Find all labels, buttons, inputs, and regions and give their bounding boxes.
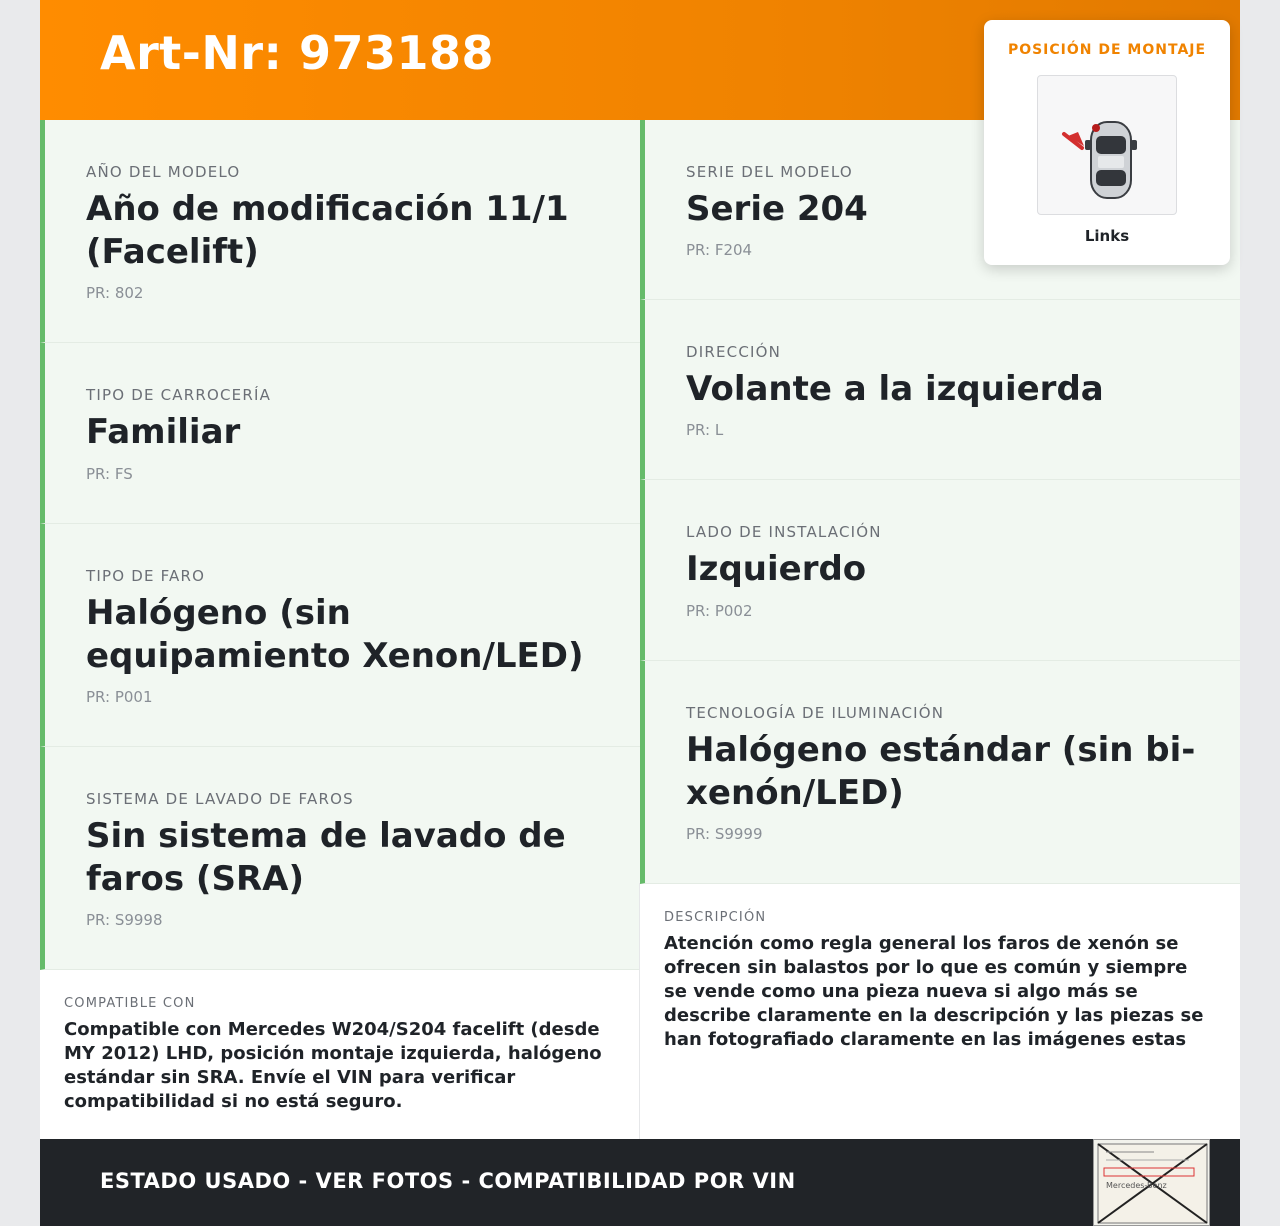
mounting-position-caption: Links — [1084, 227, 1130, 245]
mounting-position-card — [984, 20, 1230, 265]
spec-cell-model-year — [40, 120, 640, 343]
document-thumbnail[interactable] — [1093, 1139, 1210, 1226]
spec-label: TIPO DE CARROCERÍA — [86, 386, 272, 404]
spec-value: Volante a la izquierda — [686, 369, 1104, 409]
car-topview-image — [1037, 75, 1177, 215]
spec-label: SISTEMA DE LAVADO DE FAROS — [86, 790, 354, 808]
stamp-text: Mercedes-Benz — [1106, 1181, 1167, 1190]
spec-cell-body-type — [40, 343, 640, 524]
spec-label: SERIE DEL MODELO — [686, 163, 853, 181]
spec-cell-lighting-technology — [640, 661, 1240, 884]
spec-label: DIRECCIÓN — [686, 343, 782, 361]
spec-cell-install-side — [640, 480, 1240, 661]
compatible-text: Compatible con Mercedes W204/S204 facelift (desde MY 2012) LHD, posición montaje izquierda, halógeno estándar sin SRA. Envíe el VIN para verificar compatibilidad si no está seguro. — [64, 1019, 602, 1112]
description-section — [640, 884, 1240, 1139]
spec-cell-steering — [640, 300, 1240, 480]
spec-pr-code: PR: FS — [86, 465, 133, 483]
footer-status-text: ESTADO USADO - VER FOTOS - COMPATIBILIDAD POR VIN — [100, 1169, 796, 1193]
compatible-label: COMPATIBLE CON — [64, 996, 196, 1011]
spec-value: Halógeno (sin equipamiento Xenon/LED) — [86, 593, 584, 676]
compatible-section — [40, 970, 639, 1139]
spec-pr-code: PR: S9998 — [86, 911, 163, 929]
spec-value: Sin sistema de lavado de faros (SRA) — [86, 816, 566, 899]
spec-pr-code: PR: F204 — [686, 241, 753, 259]
spec-label: LADO DE INSTALACIÓN — [686, 523, 882, 541]
description-label: DESCRIPCIÓN — [664, 910, 767, 925]
article-number-title: Art-Nr: 973188 — [100, 26, 495, 80]
spec-pr-code: PR: P001 — [86, 688, 153, 706]
spec-pr-code: PR: P002 — [686, 602, 753, 620]
spec-value: Familiar — [86, 412, 241, 452]
description-text: Atención como regla general los faros de xenón se ofrecen sin balastos por lo que es común y siempre se vende como una pieza nueva si algo más se describe claramente en la descripción y las piezas se han fotografiado claramente en las imágenes estas — [664, 933, 1204, 1050]
spec-value: Izquierdo — [686, 549, 867, 589]
spec-value: Serie 204 — [686, 189, 868, 229]
mounting-position-title: POSICIÓN DE MONTAJE — [1007, 42, 1207, 58]
spec-label: AÑO DEL MODELO — [86, 163, 241, 181]
car-icon — [1038, 76, 1178, 216]
spec-label: TECNOLOGÍA DE ILUMINACIÓN — [686, 704, 945, 722]
footer-bar — [40, 1139, 1240, 1226]
spec-value: Año de modificación 11/1 (Facelift) — [86, 189, 569, 272]
envelope-icon — [1094, 1140, 1210, 1226]
spec-pr-code: PR: L — [686, 421, 724, 439]
spec-pr-code: PR: S9999 — [686, 825, 763, 843]
spec-cell-headlight-washer — [40, 747, 640, 970]
spec-label: TIPO DE FARO — [86, 567, 206, 585]
spec-pr-code: PR: 802 — [86, 284, 144, 302]
spec-cell-headlight-type — [40, 524, 640, 747]
spec-value: Halógeno estándar (sin bi-xenón/LED) — [686, 730, 1196, 813]
